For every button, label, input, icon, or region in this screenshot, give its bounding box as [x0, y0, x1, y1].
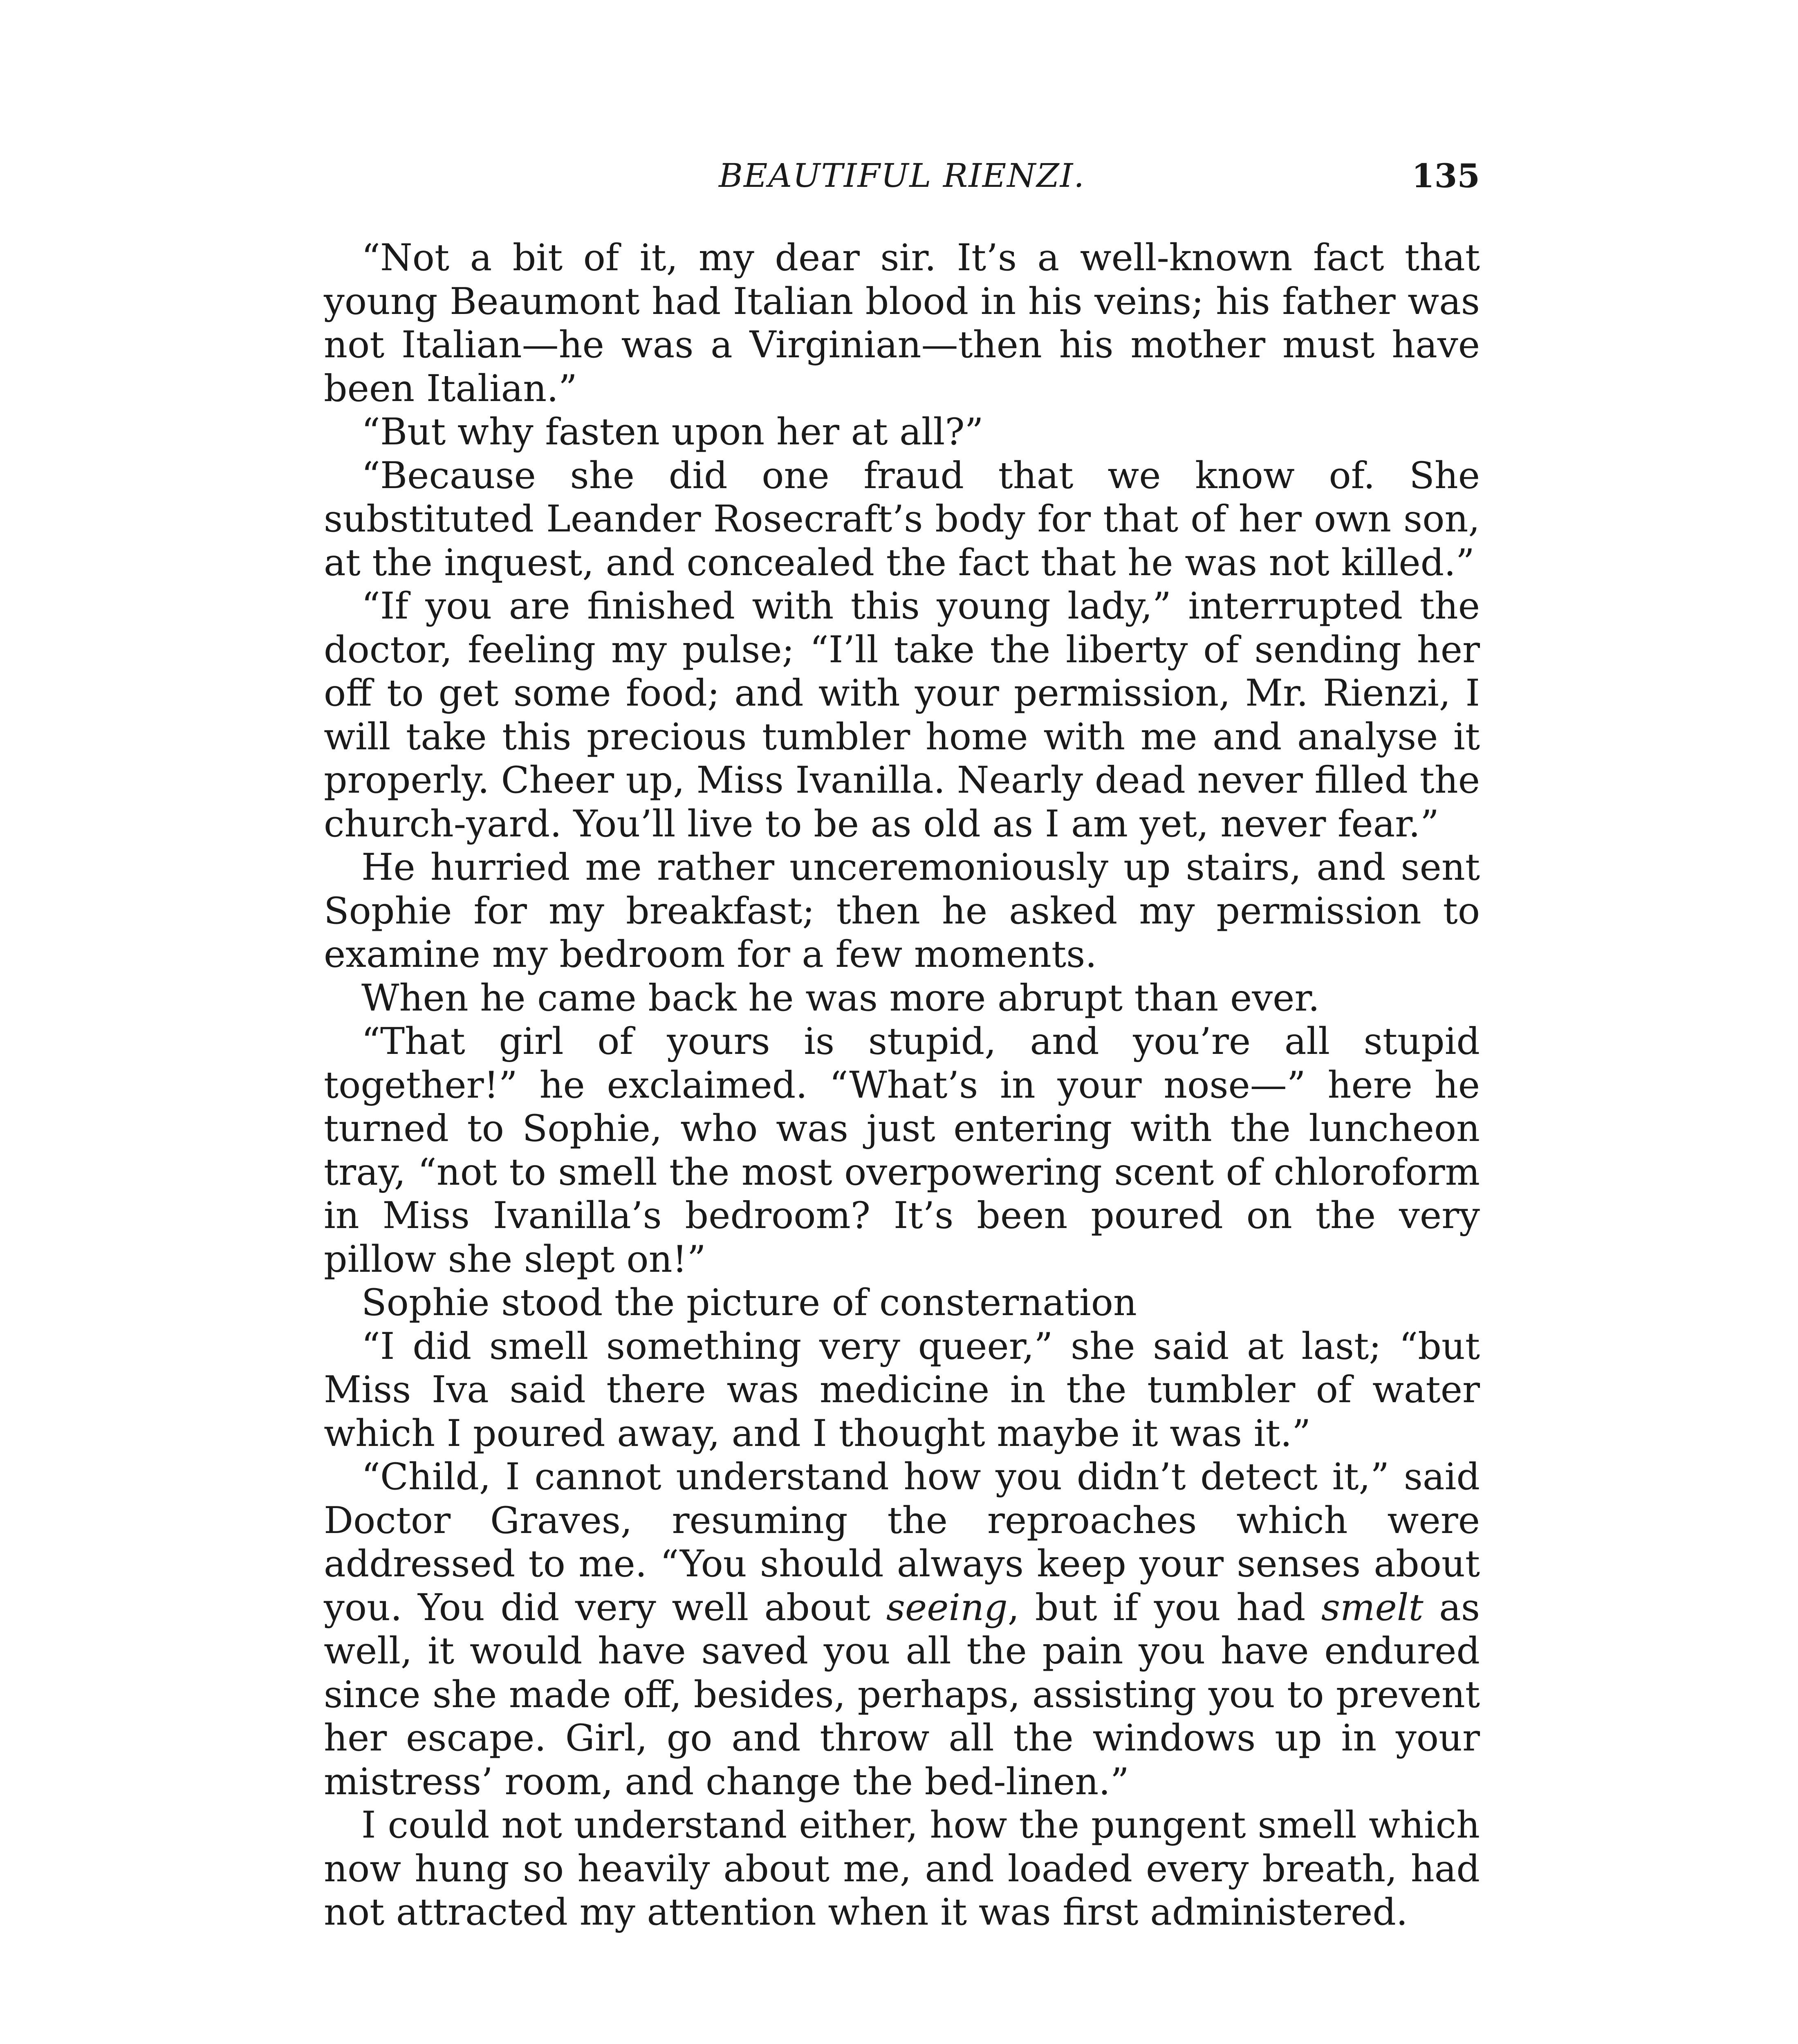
body-text	[324, 236, 1480, 1934]
paragraph-7: “That girl of yours is stupid, and you’re all stupid together!” he exclaimed. “What’s in your nose—” here he turned to Sophie, who was just entering with the luncheon tray, “not to smell the most overpowering scent of chloroform in Miss Ivanilla’s bedroom? It’s been poured on the very pillow she slept on!”	[324, 1020, 1480, 1281]
paragraph-5: He hurried me rather unceremoniously up stairs, and sent Sophie for my breakfast; then he asked my permission to examine my bedroom for a few moments.	[324, 846, 1480, 976]
page-number: 135	[1412, 157, 1480, 195]
paragraph-4: “If you are finished with this young lady,” interrupted the doctor, feeling my pulse; “I’ll take the liberty of sending her off to get some food; and with your permission, Mr. Rienzi, I will take this precious tumbler home with me and analyse it properly. Cheer up, Miss Ivanilla. Nearly dead never filled the church-yard. You’ll live to be as old as I am yet, never fear.”	[324, 585, 1480, 845]
emphasis-seeing: seeing	[886, 1586, 1008, 1629]
paragraph-9: “I did smell something very queer,” she said at last; “but Miss Iva said there was medicine in the tumbler of water which I poured away, and I thought maybe it was it.”	[324, 1325, 1480, 1455]
paragraph-10-part-3: as well, it would have saved you all the pain you have endured since she made off, besides, perhaps, assisting you to prevent her escape. Girl, go and throw all the windows up in your mistress’ room, and change the bed-linen.”	[324, 1586, 1480, 1803]
paragraph-1: “Not a bit of it, my dear sir. It’s a well-known fact that young Beaumont had Italian blood in his veins; his father was not Italian—he was a Virginian—then his mother must have been Italian.”	[324, 236, 1480, 410]
paragraph-6: When he came back he was more abrupt than ever.	[361, 976, 1320, 1020]
paragraph-10-part-1: “Child, I cannot understand how you didn’t detect it,” said Doctor Graves, resuming the reproaches which were addressed to me. “You should always keep your senses about you. You did very well about	[324, 1455, 1480, 1629]
paragraph-3: “Because she did one fraud that we know of. She substituted Leander Rosecraft’s body for that of her own son, at the inquest, and concealed the fact that he was not killed.”	[324, 454, 1480, 584]
running-title: BEAUTIFUL RIENZI.	[719, 157, 1085, 195]
paragraph-10	[324, 1455, 1480, 1804]
paragraph-11: I could not understand either, how the pungent smell which now hung so heavily about me, and loaded every breath, had not attracted my attention when it was first administered.	[324, 1804, 1480, 1934]
paragraph-2: “But why fasten upon her at all?”	[361, 410, 984, 453]
page-header	[324, 155, 1480, 213]
paragraph-8: Sophie stood the picture of consternation	[361, 1281, 1137, 1324]
paragraph-10-part-2: , but if you had	[1007, 1586, 1321, 1629]
emphasis-smelt: smelt	[1321, 1586, 1424, 1629]
